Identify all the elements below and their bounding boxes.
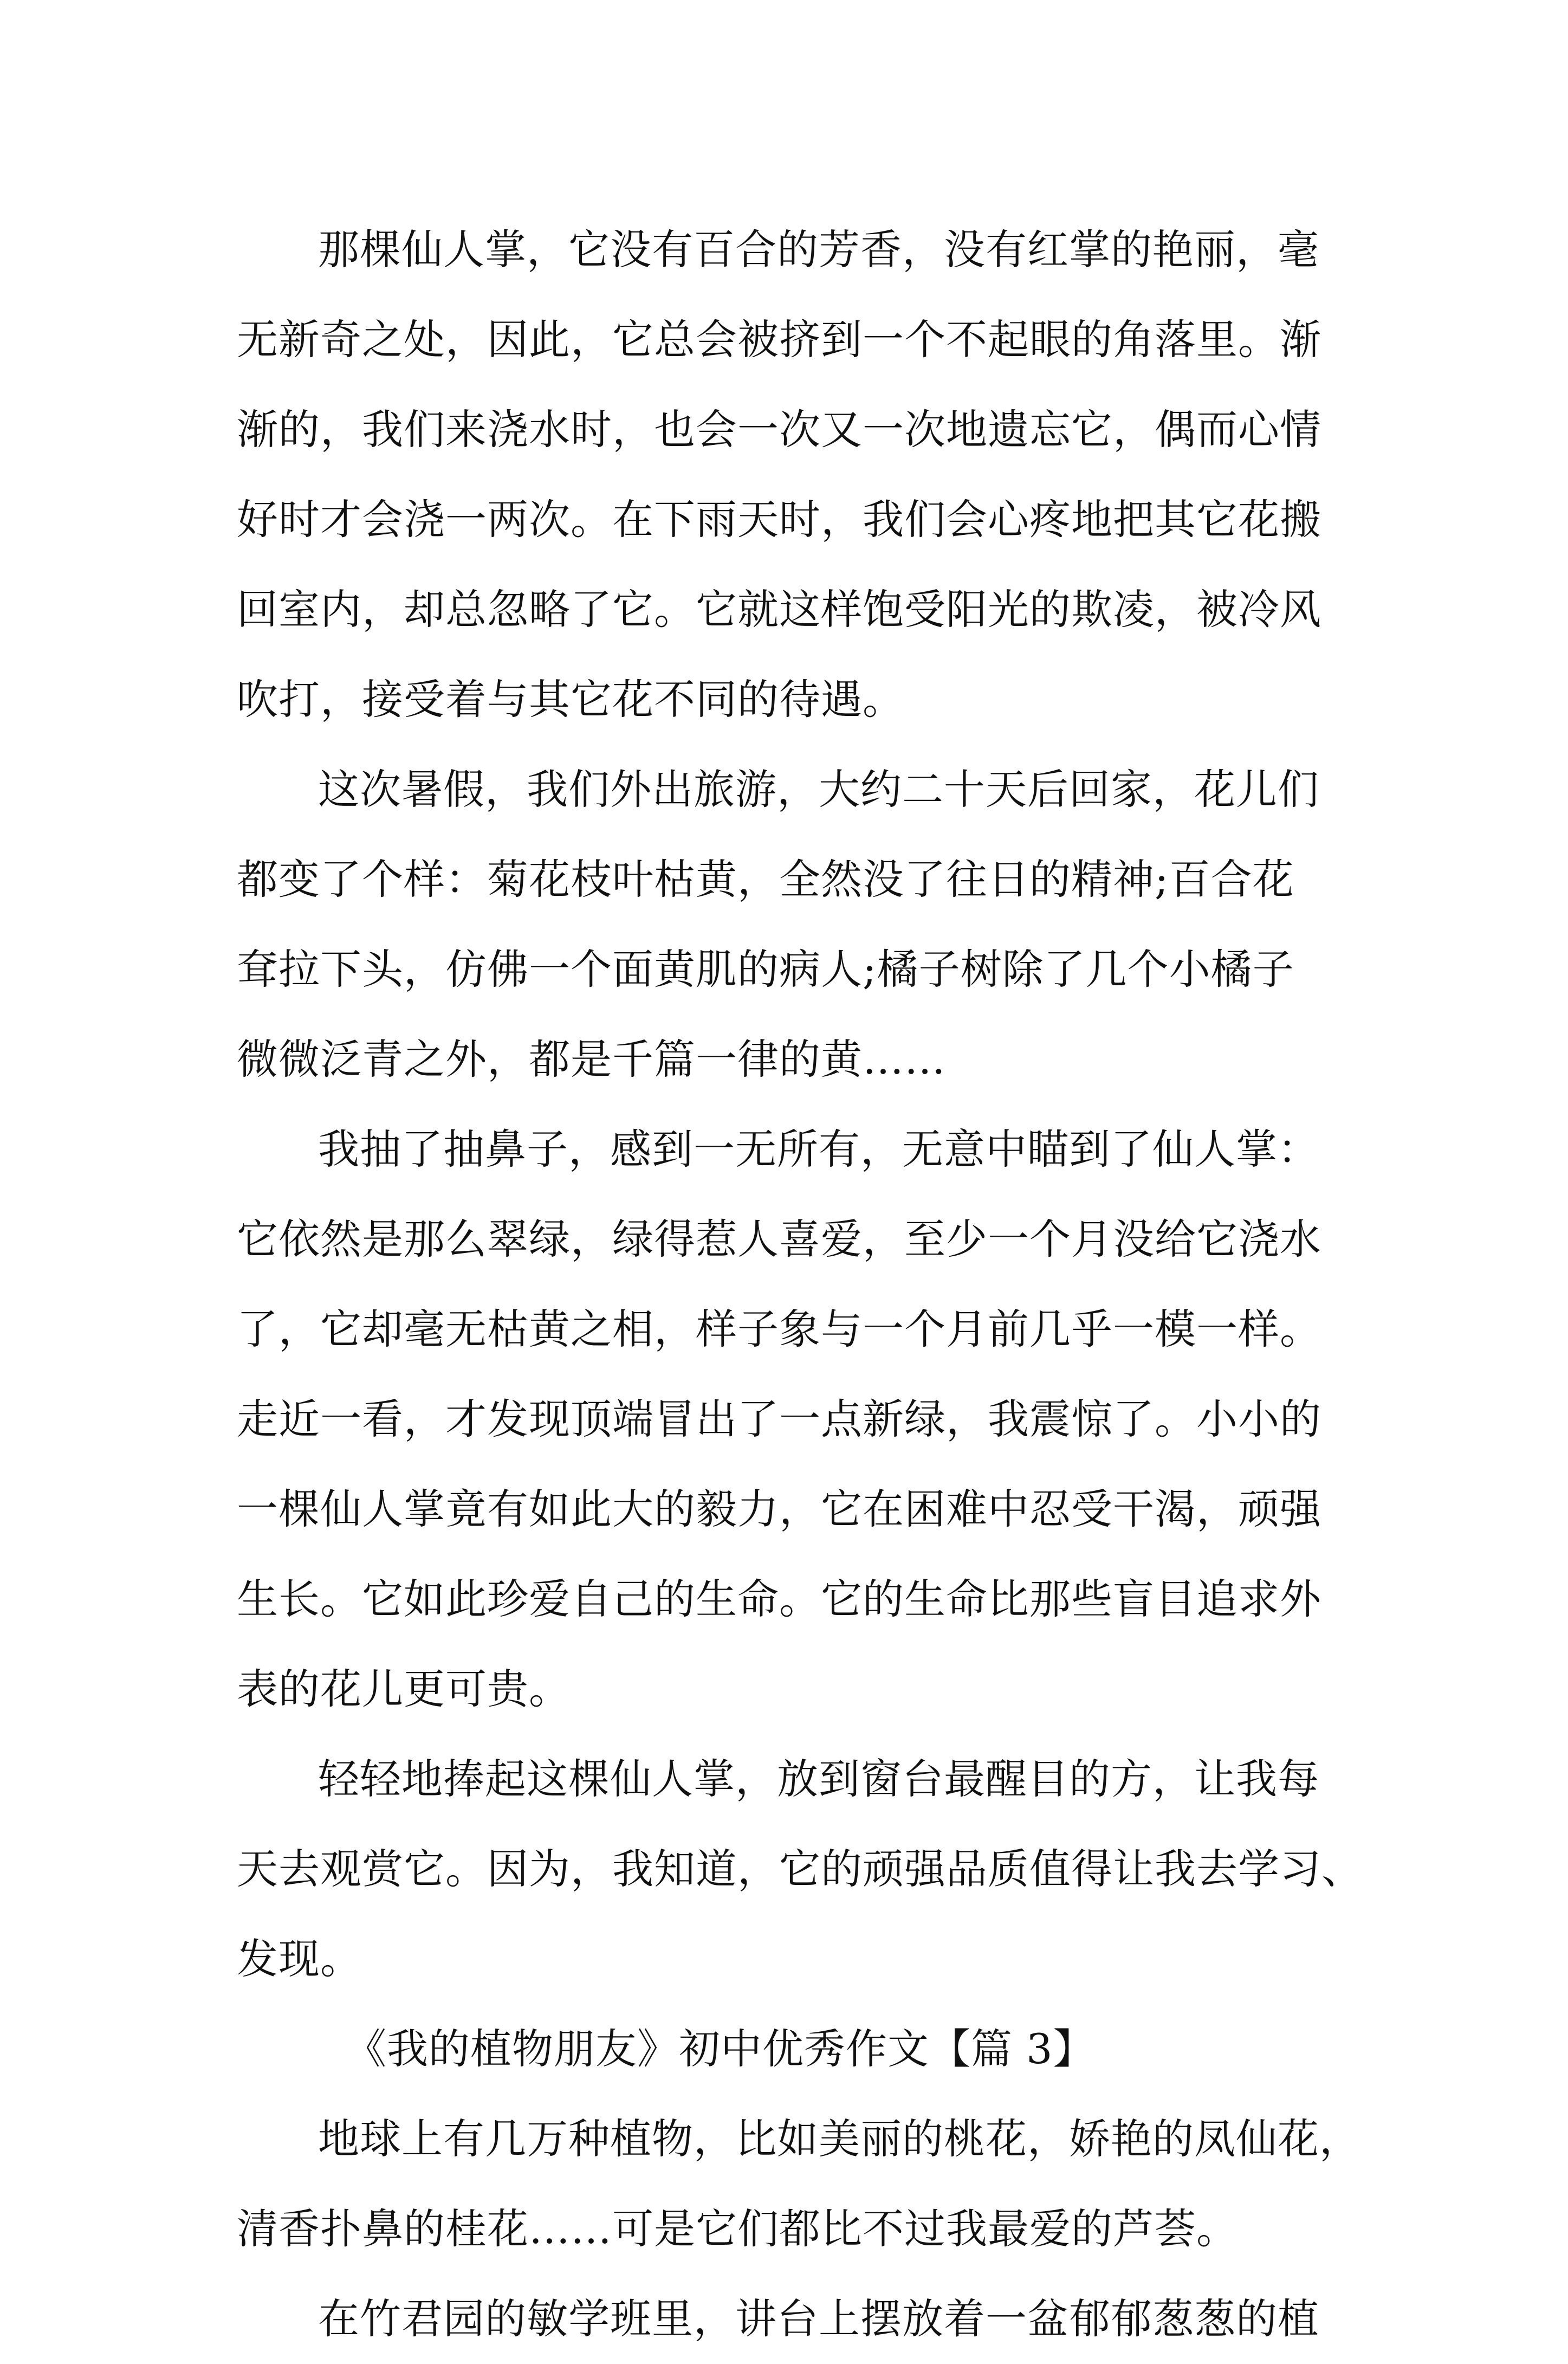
- paragraph-summer-vacation: [237, 745, 1326, 1105]
- text-line: 无新奇之处，因此，它总会被挤到一个不起眼的角落里。渐: [237, 315, 1321, 364]
- text-line: 走近一看，才发现顶端冒出了一点新绿，我震惊了。小小的: [237, 1395, 1321, 1443]
- text-line: 生长。它如此珍爱自己的生命。它的生命比那些盲目追求外: [237, 1575, 1321, 1623]
- text-line: 地球上有几万种植物，比如美丽的桃花，娇艳的凤仙花，: [318, 2115, 1361, 2163]
- text-line: 微微泛青之外，都是千篇一律的黄……: [237, 1035, 946, 1083]
- text-line: 吹打，接受着与其它花不同的待遇。: [237, 675, 904, 724]
- text-line: 轻轻地捧起这棵仙人掌，放到窗台最醒目的方，让我每: [318, 1755, 1319, 1803]
- paragraph-windowsill: [237, 1734, 1363, 2004]
- text-line: 好时才会浇一两次。在下雨天时，我们会心疼地把其它花搬: [237, 495, 1321, 544]
- text-line: 它依然是那么翠绿，绿得惹人喜爱，至少一个月没给它浇水: [237, 1215, 1321, 1263]
- paragraph-classroom: [237, 2274, 1326, 2364]
- paragraph-cactus-neglected: [237, 205, 1326, 745]
- text-line: 这次暑假，我们外出旅游，大约二十天后回家，花儿们: [318, 765, 1319, 813]
- text-line: 表的花儿更可贵。: [237, 1665, 571, 1713]
- section-heading: [237, 2004, 1326, 2094]
- paragraph-cactus-green: [237, 1105, 1326, 1734]
- text-line: 都变了个样：菊花枝叶枯黄，全然没了往日的精神;百合花: [237, 855, 1294, 903]
- text-line: 清香扑鼻的桂花……可是它们都比不过我最爱的芦荟。: [237, 2205, 1238, 2253]
- text-line: 渐的，我们来浇水时，也会一次又一次地遗忘它，偶而心情: [237, 405, 1321, 454]
- text-line: 了，它却毫无枯黄之相，样子象与一个月前几乎一模一样。: [237, 1305, 1321, 1353]
- text-line: 天去观赏它。因为，我知道，它的顽强品质值得让我去学习、: [237, 1845, 1363, 1893]
- text-line: 在竹君园的敏学班里，讲台上摆放着一盆郁郁葱葱的植: [318, 2295, 1319, 2343]
- text-line: 耷拉下头，仿佛一个面黄肌的病人;橘子树除了几个小橘子: [237, 945, 1294, 993]
- text-line: 一棵仙人掌竟有如此大的毅力，它在困难中忍受干渴，顽强: [237, 1485, 1321, 1533]
- text-line: 发现。: [237, 1935, 362, 1983]
- text-line: 回室内，却总忽略了它。它就这样饱受阳光的欺凌，被冷风: [237, 585, 1321, 634]
- article-body: [237, 205, 1363, 2364]
- text-line: 我抽了抽鼻子，感到一无所有，无意中瞄到了仙人掌：: [318, 1125, 1319, 1173]
- heading-text: 《我的植物朋友》初中优秀作文【篇 3】: [345, 2025, 1095, 2073]
- text-line: 那棵仙人掌，它没有百合的芳香，没有红掌的艳丽，毫: [318, 225, 1319, 274]
- paragraph-plants-intro: [237, 2094, 1361, 2274]
